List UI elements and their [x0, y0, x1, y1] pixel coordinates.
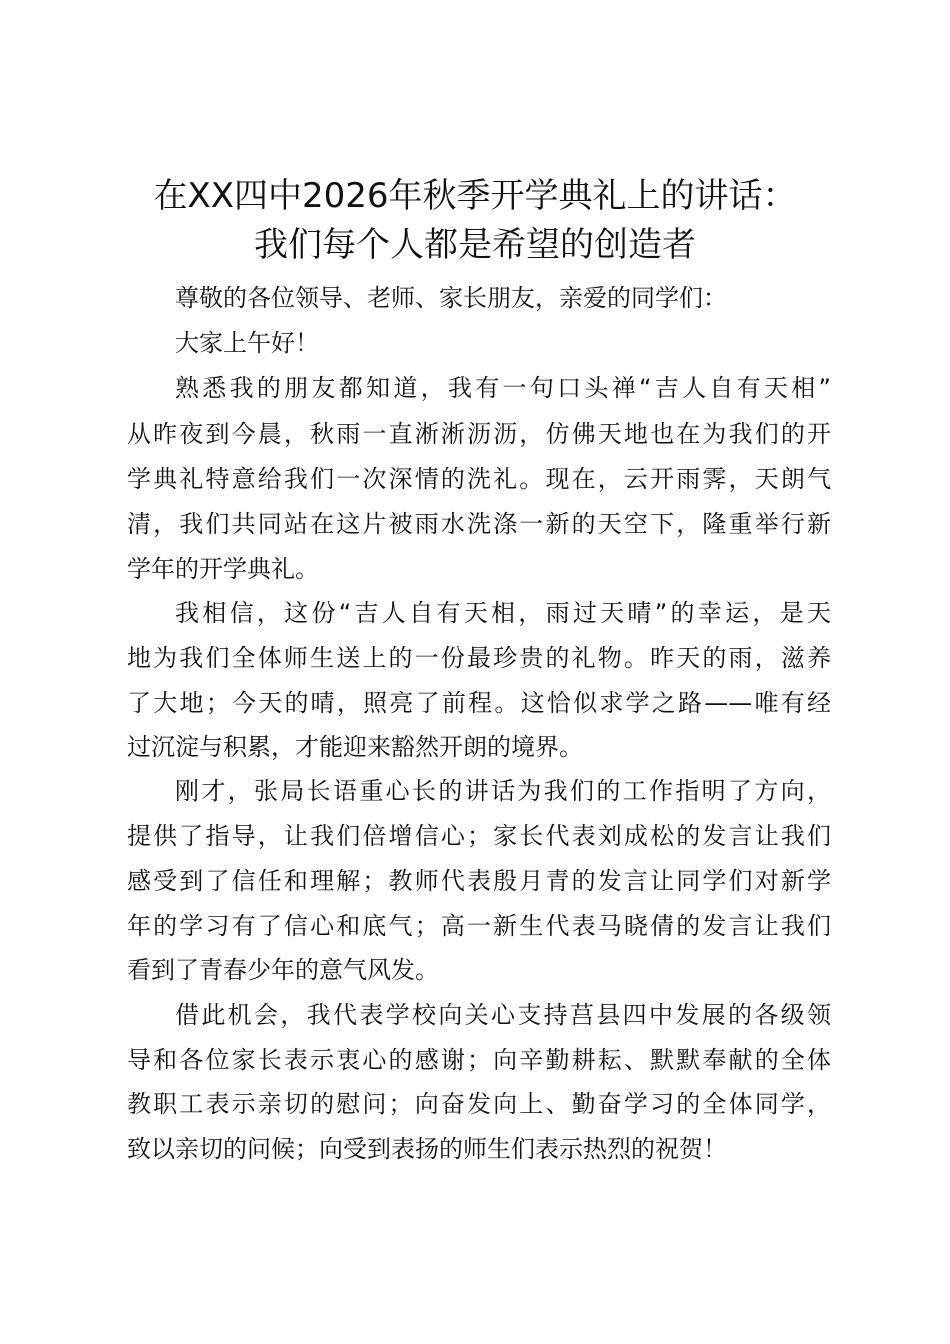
paragraph-line: 刚才，张局长语重心长的讲话为我们的工作指明了方向，: [175, 777, 831, 805]
salutation: 尊敬的各位领导、老师、家长朋友，亲爱的同学们：: [175, 284, 727, 312]
paragraph-line: 教职工表示亲切的慰问；向奋发向上、勤奋学习的全体同学，: [127, 1090, 831, 1118]
paragraph-line: 学年的开学典礼。: [127, 555, 319, 583]
paragraph-line: 导和各位家长表示衷心的感谢；向辛勤耕耘、默默奉献的全体: [127, 1046, 831, 1074]
paragraph-line: 年的学习有了信心和底气；高一新生代表马晓倩的发言让我们: [127, 912, 831, 940]
paragraph-line: 清，我们共同站在这片被雨水洗涤一新的天空下，隆重举行新: [127, 510, 831, 538]
document-title-line-2: 我们每个人都是希望的创造者: [254, 225, 696, 265]
paragraph-line: 学典礼特意给我们一次深情的洗礼。现在，云开雨霁，天朗气: [127, 465, 831, 493]
paragraph-line: 感受到了信任和理解；教师代表殷月青的发言让同学们对新学: [127, 867, 831, 895]
paragraph-line: 我相信，这份“吉人自有天相，雨过天晴”的幸运，是天: [175, 599, 831, 627]
paragraph-line: 熟悉我的朋友都知道，我有一句口头禅“吉人自有天相”: [175, 374, 831, 402]
paragraph-line: 从昨夜到今晨，秋雨一直淅淅沥沥，仿佛天地也在为我们的开: [127, 420, 831, 448]
paragraph-line: 看到了青春少年的意气风发。: [127, 956, 439, 984]
paragraph-line: 过沉淀与积累，才能迎来豁然开朗的境界。: [127, 733, 583, 761]
paragraph-line: 了大地；今天的晴，照亮了前程。这恰似求学之路——唯有经: [127, 689, 831, 717]
document-title-line-1: 在XX四中2026年秋季开学典礼上的讲话：: [153, 176, 797, 216]
greeting: 大家上午好！: [175, 329, 319, 357]
paragraph-line: 提供了指导，让我们倍增信心；家长代表刘成松的发言让我们: [127, 822, 831, 850]
paragraph-line: 致以亲切的问候；向受到表扬的师生们表示热烈的祝贺！: [127, 1135, 727, 1163]
paragraph-line: 地为我们全体师生送上的一份最珍贵的礼物。昨天的雨，滋养: [127, 644, 831, 672]
paragraph-line: 借此机会，我代表学校向关心支持莒县四中发展的各级领: [175, 1001, 831, 1029]
